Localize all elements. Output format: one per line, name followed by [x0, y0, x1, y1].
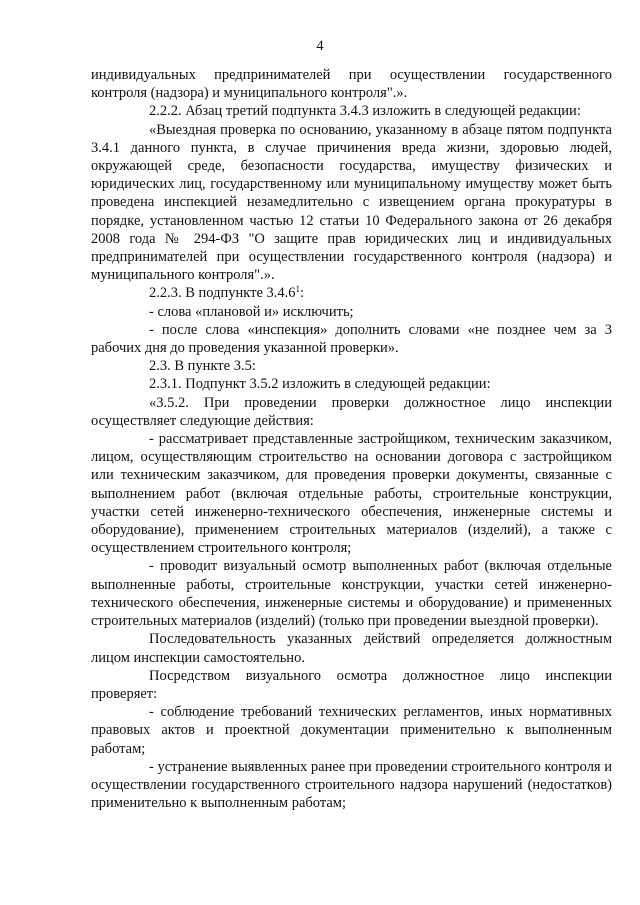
paragraph-2-2-2: 2.2.2. Абзац третий подпункта 3.4.3 изложить в следующей редакции:: [149, 103, 581, 120]
paragraph-sequence: Последовательность указанных действий определяется должностным лицом инспекции самостоятельно.: [91, 631, 612, 666]
paragraph-2-3: 2.3. В пункте 3.5:: [149, 358, 256, 375]
list-item-visual-inspection: - проводит визуальный осмотр выполненных работ (включая отдельные выполненные работы, строительные конструкции, участки сетей инженерно-технического обеспечения, инженерные системы и оборудование) и примененных строительных материалов (изделий) (только при проведении выездной проверки).: [91, 558, 612, 630]
page-number: 4: [316, 38, 324, 54]
list-item-reviews-documents: - рассматривает представленные застройщиком, техническим заказчиком, лицом, осуществляющим строительство на основании договора с застройщиком или техническим заказчиком, для проведения проверки документы, связанные с выполнением работ (включая отдельные работы, строительные конструкции, участки сетей инженерно-технического обеспечения, инженерные системы и оборудование), применением строительных материалов (изделий), а также с осуществлением строительного контроля;: [91, 431, 612, 557]
list-item-compliance: - соблюдение требований технических регламентов, иных нормативных правовых актов и проектной документации применительно к выполненным работам;: [91, 704, 612, 757]
paragraph-2-2-3-text: 2.2.3. В подпункте 3.4.6: [149, 285, 296, 302]
paragraph-3-5-2: «3.5.2. При проведении проверки должностное лицо инспекции осуществляет следующие действия:: [91, 394, 612, 429]
paragraph-continuation: индивидуальных предпринимателей при осуществлении государственного контроля (надзора) и муниципального контроля".».: [91, 67, 612, 102]
paragraph-quote-vyezdnaya-proverka: «Выездная проверка по основанию, указанному в абзаце пятом подпункта 3.4.1 данного пункта, в случае причинения вреда жизни, здоровью людей, окружающей среде, безопасности государства, имуществу физических и юридических лиц, государственному или муниципальному имуществу может быть проведена инспекцией незамедлительно с извещением органа прокуратуры в порядке, установленном частью 12 статьи 10 Федерального закона от 26 декабря 2008 года № 294-ФЗ "О защите прав юридических лиц и индивидуальных предпринимателей при осуществлении государственного контроля (надзора) и муниципального контроля".».: [91, 121, 612, 284]
paragraph-2-2-3-suffix: :: [300, 285, 305, 302]
paragraph-2-2-3: [91, 284, 612, 302]
list-item-add-words: - после слова «инспекция» дополнить словами «не позднее чем за 3 рабочих дня до проведения указанной проверки».: [91, 321, 612, 357]
list-item-elimination: - устранение выявленных ранее при проведении строительного контроля и осуществлении государственного строительного надзора нарушений (недостатков) применительно к выполненным работам;: [91, 758, 612, 812]
document-body: [91, 66, 612, 812]
superscript-footnote: 1: [295, 284, 301, 295]
list-item-exclude-words: - слова «плановой и» исключить;: [149, 303, 354, 320]
paragraph-2-3-1: 2.3.1. Подпункт 3.5.2 изложить в следующей редакции:: [149, 376, 491, 393]
paragraph-inspection-checks: Посредством визуального осмотра должностное лицо инспекции проверяет:: [91, 667, 612, 702]
